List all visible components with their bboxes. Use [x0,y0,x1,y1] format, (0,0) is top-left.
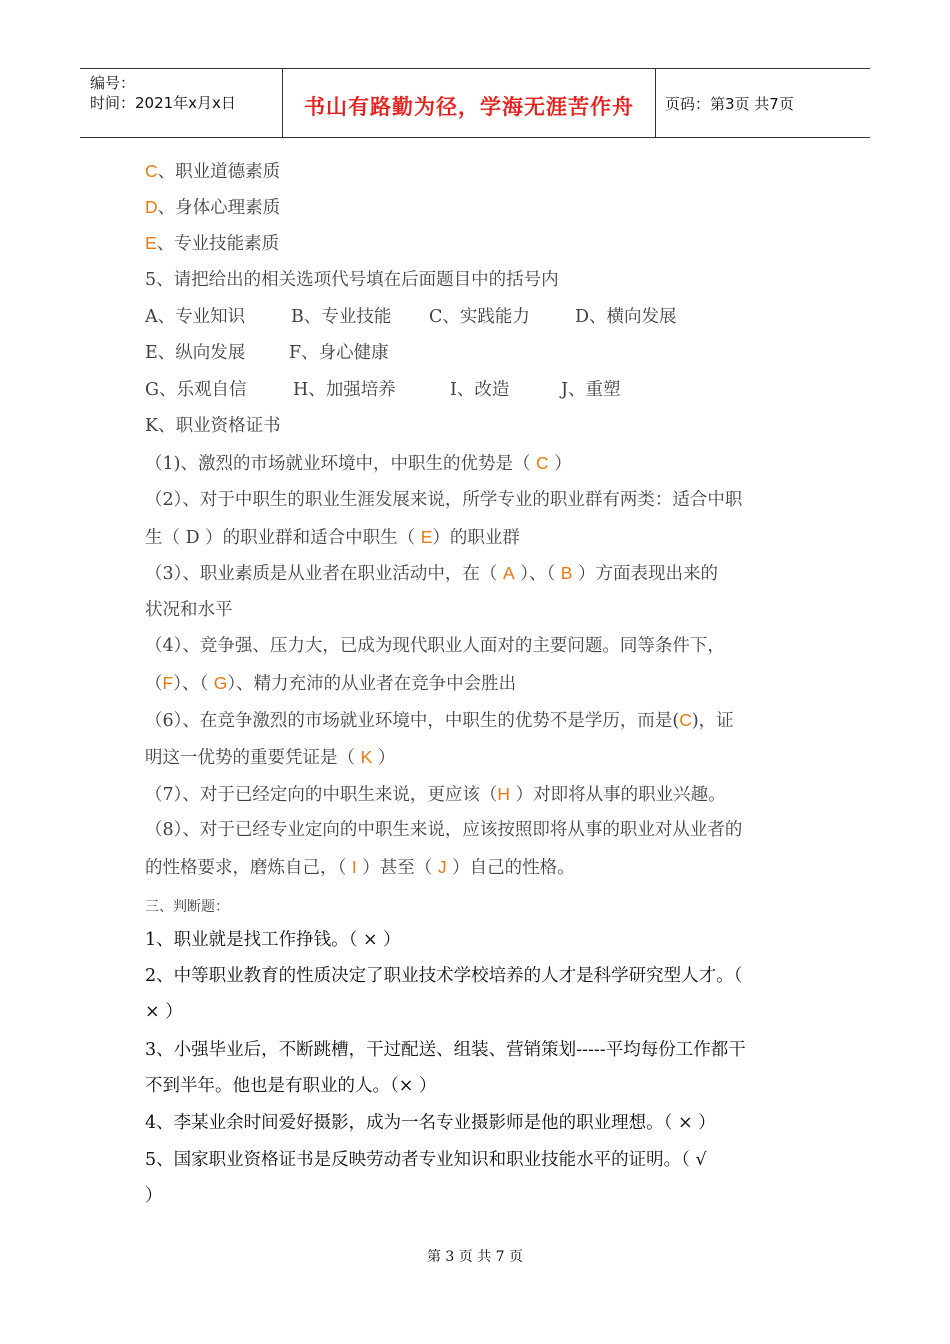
item-text: ）甚至（ [356,858,438,878]
item-text: ）、（ [173,674,214,694]
item-text: ）自己的性格。 [446,858,575,878]
item-text: 生（ D ）的职业群和适合中职生（ [145,528,421,548]
time-label: 时间：2021年x月x日 [90,94,236,112]
answer: I [351,857,357,877]
answer: H [497,784,511,804]
choice: C、实践能力 [429,307,530,327]
item-text: （3）、职业素质是从业者在职业活动中，在（ [145,564,503,584]
choice-row [145,414,281,438]
judgment-item-cont: ） [145,1186,163,1206]
judgment-item: 4、李某业余时间爱好摄影，成为一名专业摄影师是他的职业理想。（ × ） [145,1113,716,1133]
item-text: （6）、在竞争激烈的市场就业环境中，中职生的优势不是学历，而是( [145,711,680,731]
option-letter: C [145,161,158,181]
answer: E [420,527,433,547]
item-text: ） [548,454,572,474]
choice: D、横向发展 [575,307,677,327]
answer: C [536,453,549,473]
judgment-item: 2、中等职业教育的性质决定了职业技术学校培养的人才是科学研究型人才。（ [145,966,743,986]
header-page-cell [655,69,870,137]
answer: J [437,857,447,877]
choice: A、专业知识 [145,307,246,327]
q5-item-4-line1: （4）、竞争强、压力大，已成为现代职业人面对的主要问题。同等条件下， [145,636,725,656]
option-text: 、专业技能素质 [156,234,280,254]
answer: G [213,673,228,693]
item-text: ）、（ [514,564,561,584]
q5-item-2-line2 [145,525,520,550]
q5-item-3-line1 [145,561,718,586]
choice: B、专业技能 [291,307,392,327]
option-text: 、身体心理素质 [157,198,281,218]
q5-item-6-line1 [145,708,734,733]
item-text: （ [145,674,163,694]
item-text: ） [372,748,396,768]
judgment-item-cont: × ） [145,1002,183,1022]
answer: A [502,563,515,583]
answer: C [679,710,692,730]
choice: I、改造 [450,380,510,400]
section3-title: 三、判断题： [145,899,229,915]
choice: H、加强培养 [293,380,396,400]
q5-item-1 [145,451,572,476]
option-c [145,159,280,184]
q5-item-2-line1: （2）、对于中职生的职业生涯发展来说，所学专业的职业群有两类：适合中职 [145,490,743,510]
q5-item-4-line2 [145,671,516,696]
item-text: ）的职业群 [432,528,520,548]
item-text: （1)、激烈的市场就业环境中，中职生的优势是（ [145,454,537,474]
q5-item-7 [145,782,726,807]
answer: F [162,673,174,693]
item-text: 的性格要求，磨炼自己，（ [145,858,352,878]
answer: B [560,563,573,583]
option-text: 、职业道德素质 [157,162,281,182]
item-text: ）对即将从事的职业兴趣。 [510,785,726,805]
judgment-item-cont: 不到半年。他也是有职业的人。（× ） [145,1076,437,1096]
page-info: 页码：第3页 共7页 [665,95,794,113]
option-letter: D [145,197,158,217]
header-left-cell [80,69,282,137]
page-footer: 第 3 页 共 7 页 [426,1249,524,1265]
choice: K、职业资格证书 [145,416,281,436]
option-letter: E [145,233,157,253]
answer: K [360,747,373,767]
q5-title: 5、请把给出的相关选项代号填在后面题目中的括号内 [145,270,559,290]
choice: G、乐观自信 [145,380,247,400]
choice: J、重塑 [561,380,621,400]
q5-item-3-line2: 状况和水平 [145,600,233,620]
item-text: （7）、对于已经定向的中职生来说，更应该（ [145,785,498,805]
header-motto-cell [282,69,656,137]
option-e [145,231,279,256]
motto: 书山有路勤为径，学海无涯苦作舟 [304,95,634,119]
q5-item-6-line2 [145,745,395,770]
judgment-item: 1、职业就是找工作挣钱。（ × ） [145,930,401,950]
q5-item-8-line1: （8）、对于已经专业定向的中职生来说，应该按照即将从事的职业对从业者的 [145,820,743,840]
choice: E、纵向发展 [145,343,246,363]
page-header [80,68,870,138]
choice: F、身心健康 [289,343,389,363]
item-text: ）方面表现出来的 [572,564,719,584]
judgment-item: 5、国家职业资格证书是反映劳动者专业知识和职业技能水平的证明。（ √ [145,1150,707,1170]
q5-item-8-line2 [145,855,575,880]
item-text: 明这一优势的重要凭证是（ [145,748,361,768]
number-label: 编号： [90,74,136,92]
item-text: ）、精力充沛的从业者在竞争中会胜出 [227,674,517,694]
judgment-item: 3、小强毕业后，不断跳槽，干过配送、组装、营销策划-----平均每份工作都干 [145,1040,746,1060]
item-text: )，证 [691,711,734,731]
option-d [145,195,280,220]
